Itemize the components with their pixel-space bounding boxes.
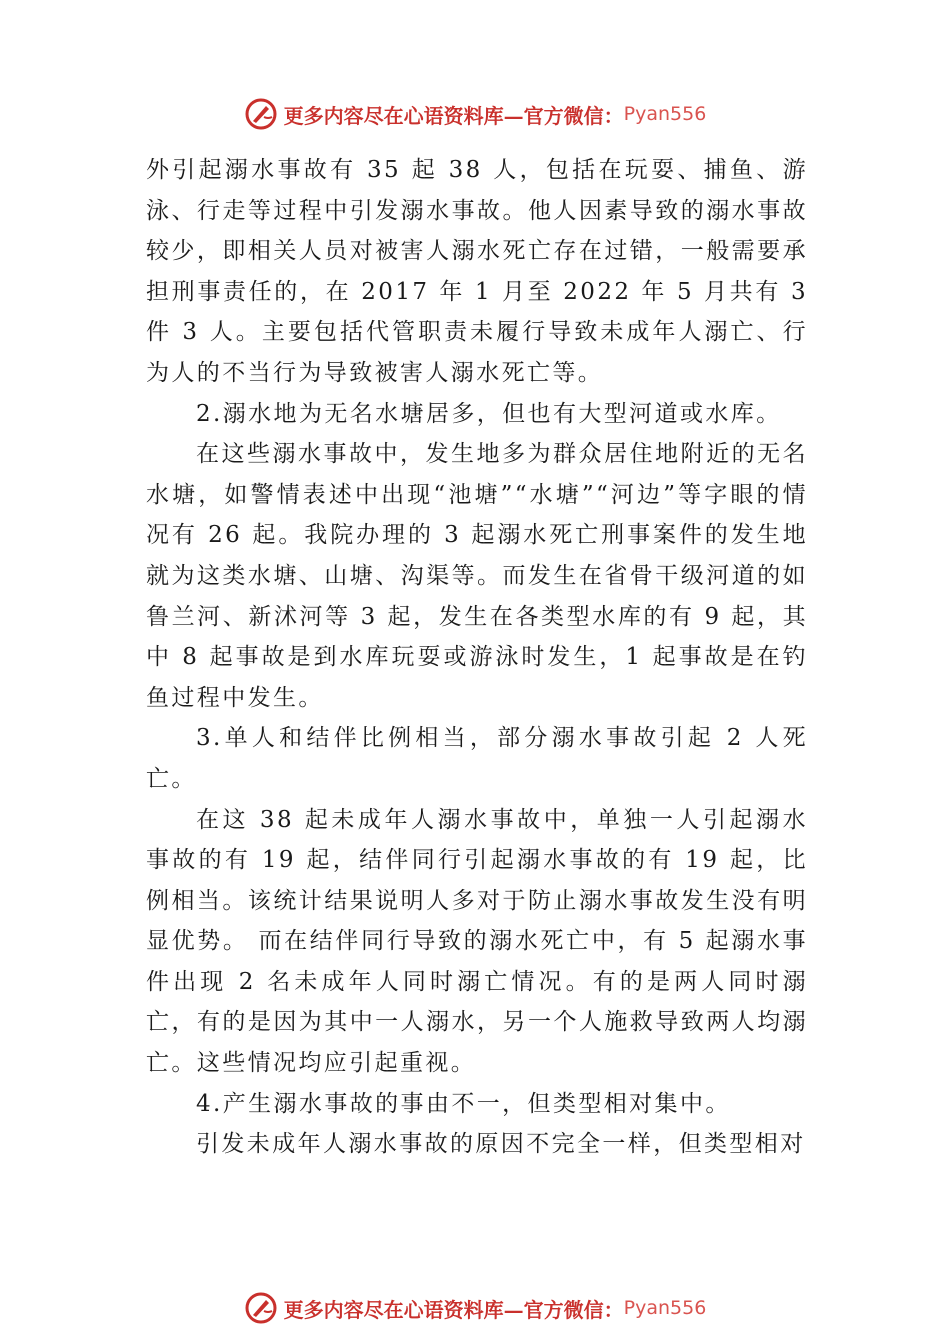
header-contact: Pyan556 xyxy=(623,103,707,125)
footer-watermark xyxy=(0,1288,950,1328)
paragraph-2: 在这些溺水事故中，发生地多为群众居住地附近的无名水塘，如警情表述中出现“池塘”“水塘”“河边”等字眼的情况有 26 起。我院办理的 3 起溺水死亡刑事案件的发生地就为这类水塘、山塘、沟渠等。而发生在省骨干级河道的如鲁兰河、新沭河等 3 起，发生在各类型水库的有 9 起，其中 8 起事故是到水库玩耍或游泳时发生，1 起事故是在钓鱼过程中发生。 xyxy=(146,441,808,711)
section-heading-3: 3.单人和结伴比例相当，部分溺水事故引起 2 人死亡。 xyxy=(146,725,808,792)
paragraph-1: 外引起溺水事故有 35 起 38 人，包括在玩耍、捕鱼、游泳、行走等过程中引发溺水事故。他人因素导致的溺水事故较少，即相关人员对被害人溺水死亡存在过错，一般需要承担刑事责任的，在 2017 年 1 月至 2022 年 5 月共有 3 件 3 人。主要包括代管职责未履行导致未成年人溺亡、行为人的不当行为导致被害人溺水死亡等。 xyxy=(146,157,808,386)
header-watermark-text: 更多内容尽在心语资料库—官方微信： xyxy=(283,103,624,128)
footer-contact: Pyan556 xyxy=(623,1297,707,1319)
brand-logo-icon xyxy=(244,97,278,131)
paragraph-4: 引发未成年人溺水事故的原因不完全一样，但类型相对 xyxy=(196,1131,806,1158)
section-heading-2: 2.溺水地为无名水塘居多，但也有大型河道或水库。 xyxy=(196,400,782,427)
footer-watermark-text: 更多内容尽在心语资料库—官方微信： xyxy=(283,1297,624,1322)
document-body xyxy=(146,150,808,1165)
paragraph-3: 在这 38 起未成年人溺水事故中，单独一人引起溺水事故的有 19 起，结伴同行引起溺水事故的有 19 起，比例相当。该统计结果说明人多对于防止溺水事故发生没有明显优势。 而在结伴同行导致的溺水死亡中，有 5 起溺水事件出现 2 名未成年人同时溺亡情况。有的是两人同时溺亡，有的是因为其中一人溺水，另一个人施救导致两人均溺亡。这些情况均应引起重视。 xyxy=(146,806,808,1077)
section-heading-4: 4.产生溺水事故的事由不一，但类型相对集中。 xyxy=(196,1090,731,1117)
brand-logo-icon xyxy=(244,1291,278,1325)
header-watermark xyxy=(0,94,950,134)
